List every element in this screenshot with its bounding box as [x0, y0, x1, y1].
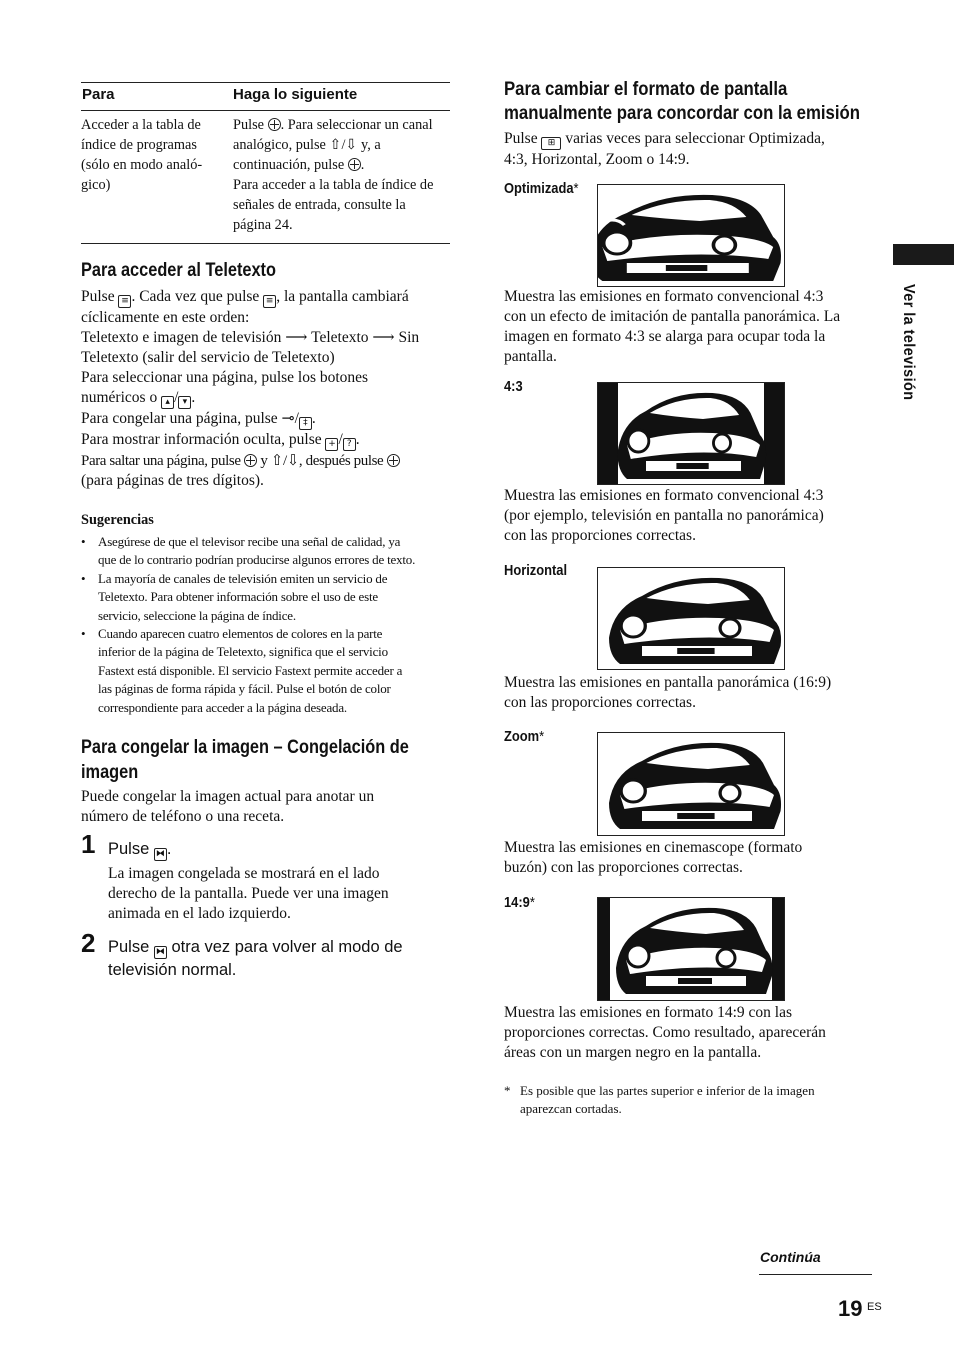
- format-intro: Pulse ⊞ varias veces para seleccionar Optimizada, 4:3, Horizontal, Zoom o 14:9.: [504, 130, 825, 168]
- up-down-arrow-icon: ⇧/⇩: [329, 137, 358, 153]
- page-down-icon: ▾: [178, 396, 191, 409]
- mode-label-optimizada: Optimizada*: [504, 180, 579, 197]
- format-heading: Para cambiar el formato de pantalla manualmente para concordar con la emisión: [504, 78, 861, 124]
- table-bottom-rule: [81, 243, 450, 244]
- ok-button-icon: [348, 158, 361, 171]
- teletext-heading: Para acceder al Teletexto: [81, 260, 276, 281]
- table-cell-line: gico): [81, 177, 111, 193]
- horizontal-car-image: [597, 567, 785, 670]
- table-cell-line: Acceder a la tabla de: [81, 117, 201, 133]
- table-cell-line: (sólo en modo analó-: [81, 157, 203, 173]
- ok-button-icon: [268, 118, 281, 131]
- zoom-car-image: [597, 732, 785, 836]
- mode-label-4-3: 4:3: [504, 378, 523, 395]
- teletext-icon: ≡: [263, 295, 276, 308]
- arrow-right-icon: ⟶: [285, 329, 308, 346]
- freeze-icon: ⧓: [155, 947, 165, 957]
- table-cell-para: [81, 115, 202, 195]
- horizontal-description: Muestra las emisiones en pantalla panorámica (16:9) con las proporciones correctas.: [504, 674, 832, 711]
- continues-rule: [759, 1274, 872, 1275]
- tips-heading: Sugerencias: [81, 512, 154, 528]
- mode-label-zoom: Zoom*: [504, 728, 545, 745]
- ok-button-icon: [244, 454, 257, 467]
- table-cell-line: índice de programas: [81, 137, 197, 153]
- 14-9-car-image: [597, 897, 785, 1001]
- step-1-instruction: Pulse ⧓ .: [108, 840, 172, 859]
- up-down-arrow-icon: ⇧/⇩: [270, 453, 299, 469]
- table-top-rule: [81, 82, 450, 83]
- optimizada-car-image: [597, 184, 785, 287]
- freeze-page-icon: ‡: [299, 417, 312, 430]
- tip-item: • Cuando aparecen cuatro elementos de colores en la parte inferior de la página de Teletexto, significa que el servicio Fastext está disponible. El servicio Fastext permite acceder a las páginas de forma rápida y fácil. Pulse el botón de color correspondiente para acceder a la página deseada.: [81, 625, 453, 717]
- page-number: 19: [838, 1296, 863, 1321]
- mode-label-horizontal: Horizontal: [504, 562, 568, 579]
- 14-9-description: Muestra las emisiones en formato 14:9 con las proporciones correctas. Como resultado, aparecerán áreas con un margen negro en la pantalla.: [504, 1004, 826, 1061]
- mode-label-14-9: 14:9*: [504, 894, 535, 911]
- optimizada-description: Muestra las emisiones en formato convencional 4:3 con un efecto de imitación de pantalla panorámica. La imagen en formato 4:3 se alarga para ocupar toda la pantalla.: [504, 288, 841, 365]
- 4-3-description: Muestra las emisiones en formato convencional 4:3 (por ejemplo, televisión en pantalla no panorámica) con las proporciones correctas.: [504, 487, 824, 544]
- section-tab-marker: [893, 244, 954, 265]
- hold-icon: ⊸: [281, 410, 295, 427]
- step-1-description: La imagen congelada se mostrará en el lado derecho de la pantalla. Puede ver una imagen animada en el lado izquierdo.: [108, 865, 389, 922]
- table-header-rule: [81, 110, 450, 111]
- freeze-icon: ⧓: [155, 849, 165, 859]
- wide-mode-icon: ⊞: [541, 137, 561, 150]
- table-cell-action: Pulse . Para seleccionar un canal analógico, pulse ⇧/⇩ y, a continuación, pulse . Para acceder a la tabla de índice de señales de entrada, consulte la página 24.: [233, 117, 434, 233]
- info-icon: +: [325, 438, 338, 451]
- table-header-action: Haga lo siguiente: [233, 86, 358, 103]
- tip-item: • La mayoría de canales de televisión emiten un servicio de Teletexto. Para obtener información sobre el uso de este servicio, seleccione la página de índice.: [81, 570, 453, 625]
- continues-label: Continúa: [760, 1249, 821, 1265]
- step-1-number: 1: [81, 829, 96, 859]
- 4-3-car-image: [597, 382, 785, 485]
- footnote: Es posible que las partes superior e inferior de la imagen aparezcan cortadas.: [520, 1083, 815, 1117]
- freeze-heading: Para congelar la imagen – Congelación de imagen: [81, 737, 409, 783]
- freeze-intro: Puede congelar la imagen actual para anotar un número de teléfono o una receta.: [81, 788, 375, 825]
- page-up-icon: ▴: [161, 396, 174, 409]
- teletext-icon: ≡: [118, 295, 131, 308]
- section-tab-label: Ver la televisión: [900, 284, 917, 401]
- arrow-right-icon: ⟶: [372, 329, 395, 346]
- table-header-para: Para: [82, 86, 115, 103]
- tips-list: [81, 533, 453, 717]
- footnote-star: *: [504, 1083, 511, 1098]
- tip-item: • Asegúrese de que el televisor recibe una señal de calidad, ya que de lo contrario podrían producirse algunos errores de texto.: [81, 533, 453, 570]
- step-2-instruction: Pulse ⧓ otra vez para volver al modo de televisión normal.: [108, 938, 403, 979]
- step-2-number: 2: [81, 928, 96, 958]
- ok-button-icon: [387, 454, 400, 467]
- reveal-icon: ?: [343, 438, 356, 451]
- zoom-description: Muestra las emisiones en cinemascope (formato buzón) con las proporciones correctas.: [504, 839, 803, 876]
- teletext-body: Pulse ≡ . Cada vez que pulse ≡ , la pantalla cambiará cíclicamente en este orden: Teletexto e imagen de televisión ⟶ Teletexto ⟶ Sin Teletexto (salir del servicio de Teletexto) Para seleccionar una página, pulse los botones numéricos o ▴ / ▾ . Para congelar una página, pulse ⊸/ ‡ . Para mostrar información oculta, pulse + / ? . Para saltar una página, pulse y ⇧/⇩, después pulse (para páginas de tres dígitos).: [81, 288, 420, 489]
- language-code: ES: [867, 1301, 882, 1313]
